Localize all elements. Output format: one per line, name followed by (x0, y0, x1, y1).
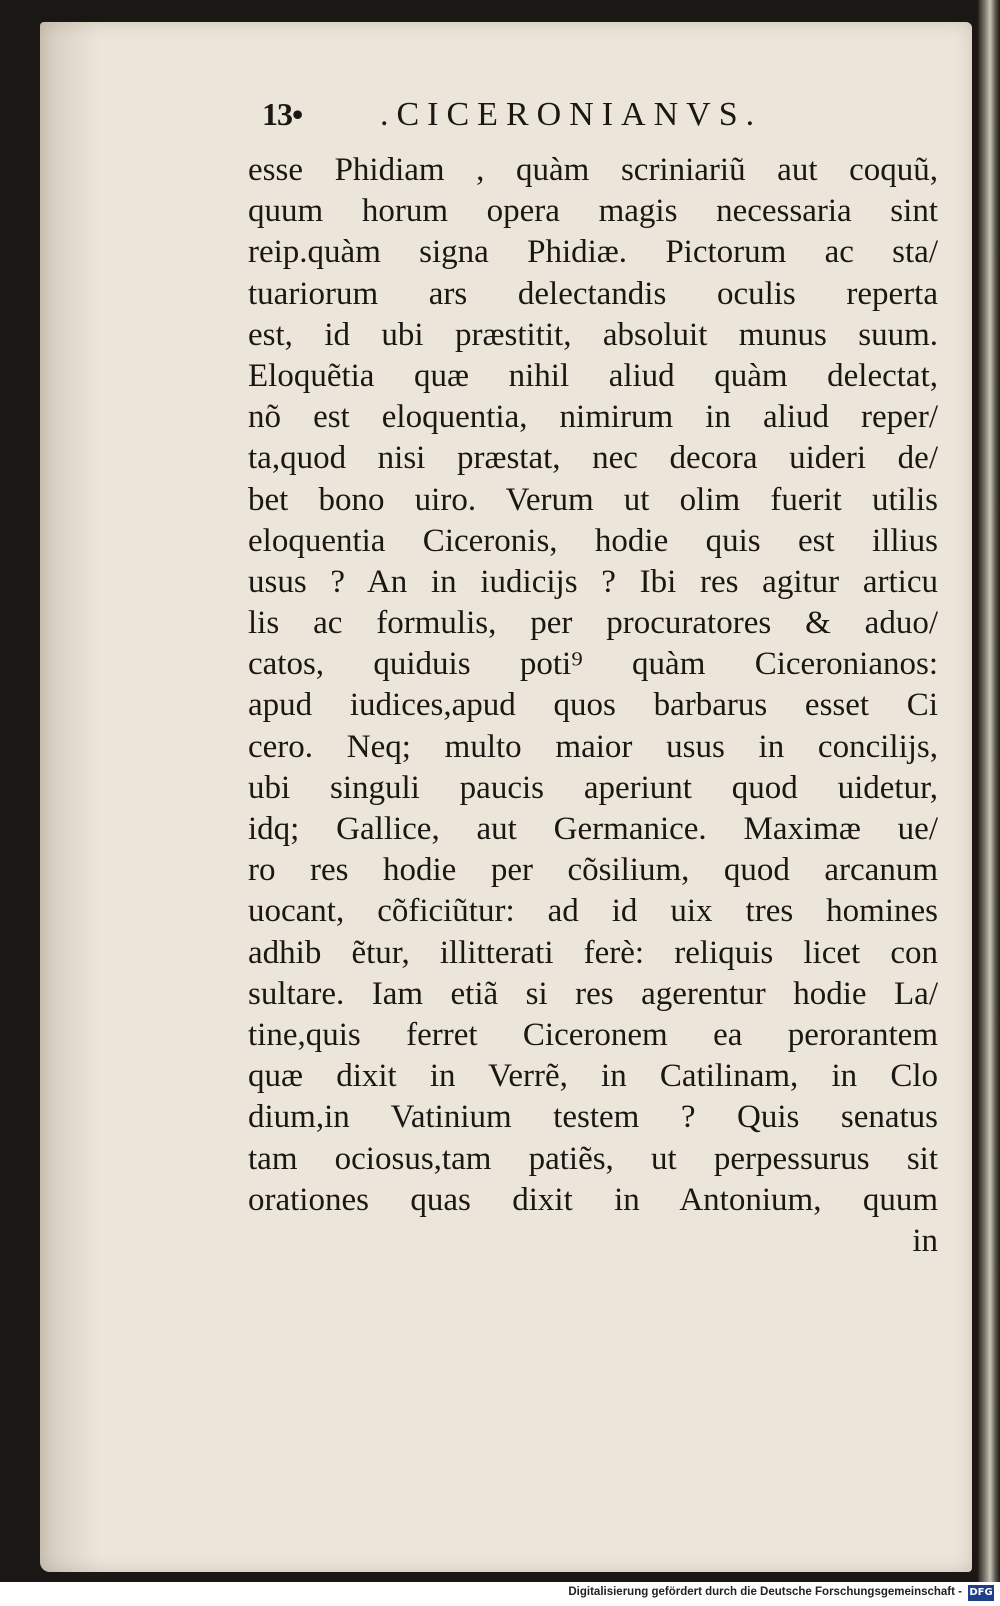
text-line: dium,in Vatinium testem ? Quis senatus (248, 1099, 938, 1136)
text-line: Eloquẽtia quæ nihil aliud quàm delectat, (248, 357, 938, 394)
text-line: catos, quiduis poti⁹ quàm Ciceronianos: (248, 646, 938, 683)
catchword: in (912, 1222, 938, 1259)
text-line: reip.quàm signa Phidiæ. Pictorum ac sta/ (248, 234, 938, 271)
footer-credit: Digitalisierung gefördert durch die Deutsche Forschungsgemeinschaft - (568, 1586, 962, 1598)
text-line: est, id ubi præstitit, absoluit munus suum. (248, 316, 938, 353)
footer-bar (0, 1582, 1000, 1606)
text-line: tam ociosus,tam patiẽs, ut perpessurus sit (248, 1140, 938, 1177)
text-line: ubi singuli paucis aperiunt quod uidetur, (248, 769, 938, 806)
text-line: eloquentia Ciceronis, hodie quis est illius (248, 522, 938, 559)
running-head (262, 96, 862, 146)
text-line: sultare. Iam etiã si res agerentur hodie La/ (248, 975, 938, 1012)
body-text (248, 150, 938, 1262)
text-line: quæ dixit in Verrẽ, in Catilinam, in Clo (248, 1058, 938, 1095)
text-line: apud iudices,apud quos barbarus esset Ci (248, 687, 938, 724)
text-line: quum horum opera magis necessaria sint (248, 193, 938, 230)
text-line: orationes quas dixit in Antonium, quum (248, 1181, 938, 1218)
text-line: uocant, cõficiũtur: ad id uix tres homines (248, 893, 938, 930)
text-line: tine,quis ferret Ciceronem ea perorantem (248, 1016, 938, 1053)
text-line: adhib ẽtur, illitterati ferè: reliquis licet con (248, 934, 938, 971)
text-line: idq; Gallice, aut Germanice. Maximæ ue/ (248, 811, 938, 847)
text-line: tuariorum ars delectandis oculis reperta (248, 275, 938, 312)
text-line: ro res hodie per cõsilium, quod arcanum (248, 852, 938, 889)
text-line: esse Phidiam , quàm scriniariũ aut coquũ, (248, 152, 938, 188)
dfg-logo: DFG (968, 1585, 994, 1601)
text-line: nõ est eloquentia, nimirum in aliud reper/ (248, 399, 938, 436)
text-line: bet bono uiro. Verum ut olim fuerit utilis (248, 481, 938, 518)
page-number: 13• (262, 96, 303, 132)
text-line: ta,quod nisi præstat, nec decora uideri de/ (248, 440, 938, 477)
running-title: .CICERONIANVS. (380, 96, 763, 133)
text-line: usus ? An in iudicijs ? Ibi res agitur articu (248, 563, 938, 600)
text-line: lis ac formulis, per procuratores & aduo/ (248, 605, 938, 642)
text-line: cero. Neq; multo maior usus in concilijs, (248, 728, 938, 765)
